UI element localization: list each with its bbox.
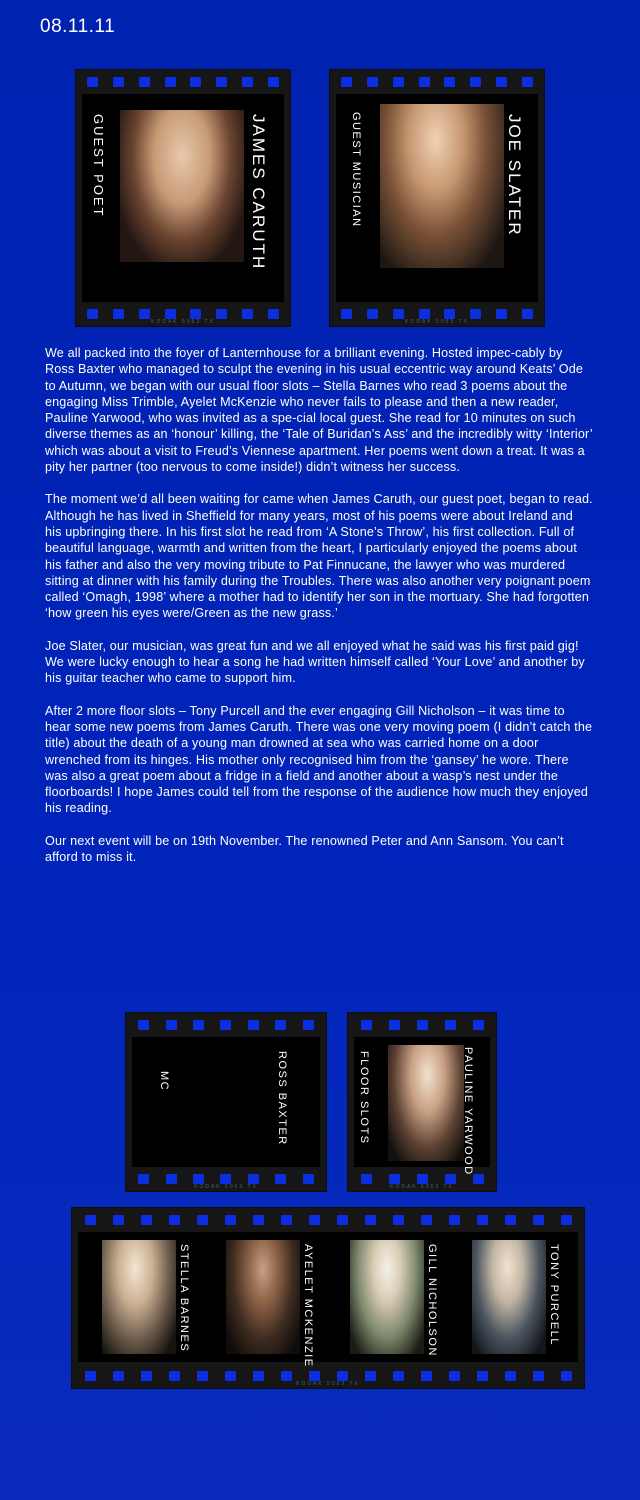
photo-stella-barnes <box>102 1240 176 1354</box>
film-perforations-top <box>126 1018 326 1032</box>
paragraph-3: Joe Slater, our musician, was great fun and we all enjoyed what he said was his first paid gig! <box>45 638 579 653</box>
label-person-tony-purcell: TONY PURCELL <box>548 1244 560 1346</box>
label-person-ross-baxter: ROSS BAXTER <box>276 1051 288 1146</box>
page-date: 08.11.11 <box>40 16 116 37</box>
photo-pauline-yarwood <box>388 1045 464 1161</box>
photo-james-caruth <box>120 110 244 262</box>
label-person-stella-barnes: STELLA BARNES <box>178 1244 190 1353</box>
label-person-joe-slater: JOE SLATER <box>505 114 524 237</box>
film-perforations-top <box>348 1018 496 1032</box>
photo-ross-baxter <box>182 1045 272 1161</box>
label-person-ayelet-mckenzie: AYELET MCKENZIE <box>302 1244 314 1368</box>
film-strip-floor-readers <box>72 1208 584 1388</box>
film-edge-text: KODAK 5063 TX <box>296 1381 360 1387</box>
photo-tony-purcell <box>472 1240 546 1354</box>
label-person-pauline-yarwood: PAULINE YARWOOD <box>462 1047 474 1176</box>
paragraph-6: Our next event will be on 19th November. The renowned Peter and Ann Sansom. You can’t afford to miss it. <box>45 833 564 865</box>
paragraph-4: We were lucky enough to hear a song he had written himself called ‘Your Love’ and another by his guitar teacher who came to support him. <box>45 655 585 686</box>
film-strip-ross-baxter <box>126 1013 326 1191</box>
label-person-james-caruth: JAMES CARUTH <box>249 114 268 271</box>
photo-ayelet-mckenzie <box>226 1240 300 1354</box>
label-role-guest-musician: GUEST MUSICIAN <box>350 112 362 228</box>
label-role-guest-poet: GUEST POET <box>91 114 106 218</box>
film-edge-text: KODAK 5063 TX <box>151 319 215 325</box>
film-edge-text: KODAK 5063 TX <box>390 1184 454 1190</box>
photo-joe-slater <box>380 104 504 268</box>
film-strip-joe-slater <box>330 70 544 326</box>
film-strip-james-caruth <box>76 70 290 326</box>
film-edge-text: KODAK 5063 TX <box>194 1184 258 1190</box>
label-role-mc: MC <box>158 1071 170 1092</box>
film-perforations-top <box>72 1213 584 1227</box>
label-person-gill-nicholson: GILL NICHOLSON <box>426 1244 438 1357</box>
paragraph-5: After 2 more floor slots – Tony Purcell and the ever engaging Gill Nicholson – it was time to hear some new poems from James Caruth. There was one very moving poem (I didn’t catch the title) about the death of a young man drowned at sea who was carried home on a door wrenched from its hinges. His mother only recognised him from the ‘gansey’ he wore. There was also a great poem about a fridge in a field and another about a wasp’s nest under the floorboards! I hope James could tell from the response of the audience how much they enjoyed his reading. <box>45 703 593 816</box>
article-body <box>45 345 593 881</box>
film-perforations-top <box>330 75 544 89</box>
film-edge-text: KODAK 5063 TX <box>405 319 469 325</box>
film-perforations-top <box>76 75 290 89</box>
label-role-floor-slots: FLOOR SLOTS <box>358 1051 370 1145</box>
paragraph-2: The moment we’d all been waiting for came when James Caruth, our guest poet, began to read. Although he has lived in Sheffield for many years, most of his poems were about Ireland and his upbringing there. In his first slot he read from ‘A Stone’s Throw’, his first collection. Full of beautiful language, warmth and written from the heart, I particularly enjoyed the poems about his father and also the very moving tribute to Pat Finnucane, the lawyer who was murdered sitting at dinner with his family during the Troubles. There was also another very poignant poem called ‘Omagh, 1998’ where a mother had to identify her son in the mortuary. She had forgotten ‘how green his eyes were/Green as the new grass.’ <box>45 492 593 621</box>
paragraph-1: We all packed into the foyer of Lanternhouse for a brilliant evening. Hosted impec-cably by Ross Baxter who managed to sculpt the evening in his usual eccentric way around Keats’ Ode to Autumn, we began with our usual floor slots – Stella Barnes who read 3 poems about the engaging Miss Trimble, Ayelet McKenzie who never fails to please and then a new reader, Pauline Yarwood, who was invited as a spe-cial local guest. She read for 10 minutes on such diverse themes as an ‘honour’ killing, the ‘Tale of Buridan’s Ass’ and the incredibly witty ‘Interior’ which was about a visit to Freud’s Viennese apartment. Her poems went down a treat. It was a pity her partner (too nervous to come inside!) didn’t witness her success. <box>45 346 593 475</box>
film-strip-pauline-yarwood <box>348 1013 496 1191</box>
photo-gill-nicholson <box>350 1240 424 1354</box>
